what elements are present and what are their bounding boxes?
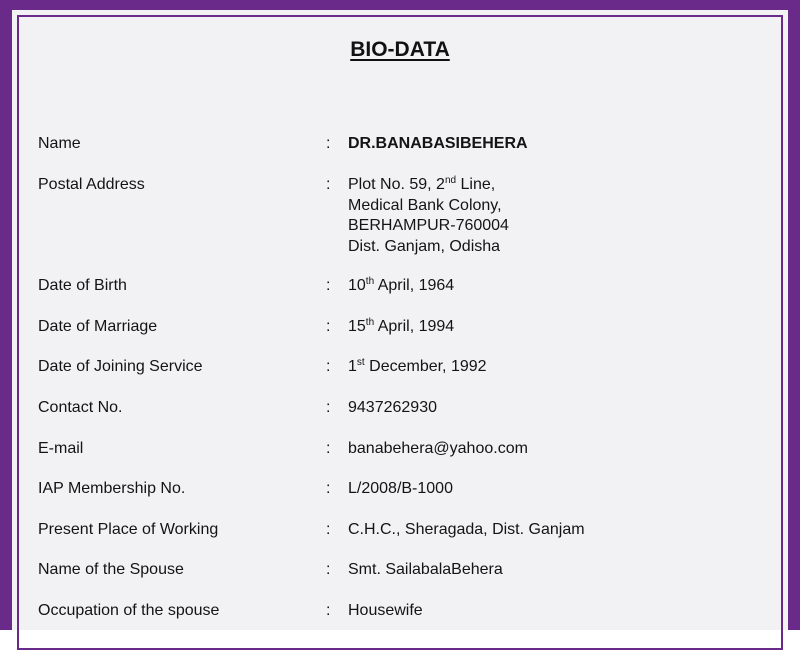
field-label: Postal Address [38, 176, 145, 193]
field-separator: : [326, 176, 331, 193]
field-label: Contact No. [38, 399, 123, 416]
field-value: Housewife [348, 602, 423, 619]
field-separator: : [326, 440, 331, 457]
field-separator: : [326, 399, 331, 416]
address-line: Plot No. 59, 2nd Line, [348, 175, 496, 193]
address-line: Medical Bank Colony, [348, 196, 502, 214]
field-separator: : [326, 602, 331, 619]
address-line: BERHAMPUR-760004 [348, 217, 509, 234]
field-label: E-mail [38, 440, 84, 457]
field-label: Date of Joining Service [38, 358, 203, 375]
field-separator: : [326, 135, 331, 152]
field-separator: : [326, 358, 331, 375]
field-separator: : [326, 318, 331, 335]
field-value: 15th April, 1994 [348, 317, 455, 335]
field-label: Name [38, 135, 81, 152]
field-label: Name of the Spouse [38, 561, 184, 578]
field-label: Present Place of Working [38, 521, 219, 538]
field-label: Date of Marriage [38, 318, 158, 335]
address-line: Dist. Ganjam, Odisha [348, 237, 501, 255]
page-title: BIO-DATA [350, 38, 450, 61]
field-value: 10th April, 1964 [348, 276, 455, 294]
field-separator: : [326, 521, 331, 538]
field-label: Occupation of the spouse [38, 602, 220, 619]
field-value: 1st December, 1992 [348, 357, 487, 375]
field-value: 9437262930 [348, 399, 437, 416]
field-label: Date of Birth [38, 277, 127, 294]
field-separator: : [326, 277, 331, 294]
field-label: IAP Membership No. [38, 480, 186, 497]
field-value: C.H.C., Sheragada, Dist. Ganjam [348, 521, 585, 538]
field-value: DR.BANABASIBEHERA [348, 135, 528, 152]
field-value: L/2008/B-1000 [348, 480, 453, 497]
field-value [348, 175, 509, 257]
field-value: Smt. SailabalaBehera [348, 561, 503, 578]
field-separator: : [326, 480, 331, 497]
field-separator: : [326, 561, 331, 578]
field-value: banabehera@yahoo.com [348, 440, 528, 457]
